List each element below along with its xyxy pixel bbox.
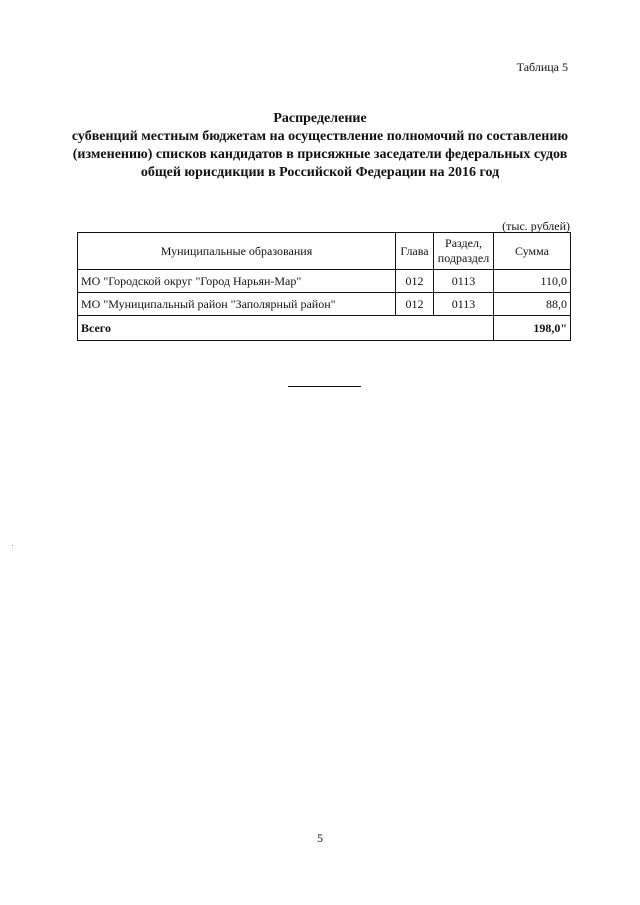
page-number: 5 — [317, 831, 323, 845]
cell-chapter: 012 — [396, 270, 434, 293]
title-line: общей юрисдикции в Российской Федерации на 2016 год — [140, 165, 500, 180]
header-municipality: Муниципальные образования — [78, 233, 396, 270]
total-row — [78, 316, 571, 341]
total-amount: 198,0" — [494, 316, 571, 341]
scan-speck — [12, 545, 13, 546]
cell-section: 0113 — [434, 293, 494, 316]
cell-municipality: МО "Городской округ "Город Нарьян-Мар" — [78, 270, 396, 293]
header-section-line2: подраздел — [437, 251, 490, 265]
cell-amount: 110,0 — [494, 270, 571, 293]
title-line: Распределение — [273, 111, 367, 126]
title-line: (изменению) списков кандидатов в присяжные заседатели федеральных судов — [72, 147, 568, 162]
header-chapter: Глава — [396, 233, 434, 270]
header-section-line1: Раздел, — [445, 236, 482, 250]
table-row — [78, 293, 571, 316]
cell-chapter: 012 — [396, 293, 434, 316]
units-label: (тыс. рублей) — [502, 219, 570, 233]
cell-section: 0113 — [434, 270, 494, 293]
header-amount: Сумма — [494, 233, 571, 270]
total-label: Всего — [78, 316, 494, 341]
cell-municipality: МО "Муниципальный район "Заполярный район" — [78, 293, 396, 316]
distribution-table — [77, 232, 571, 341]
separator-line — [288, 386, 361, 387]
table-row — [78, 270, 571, 293]
table-number-label: Таблица 5 — [516, 60, 568, 74]
cell-amount: 88,0 — [494, 293, 571, 316]
table-header-row — [78, 233, 571, 270]
document-title — [60, 110, 580, 182]
title-line: субвенций местным бюджетам на осуществление полномочий по составлению — [71, 129, 569, 144]
header-section — [434, 233, 494, 270]
